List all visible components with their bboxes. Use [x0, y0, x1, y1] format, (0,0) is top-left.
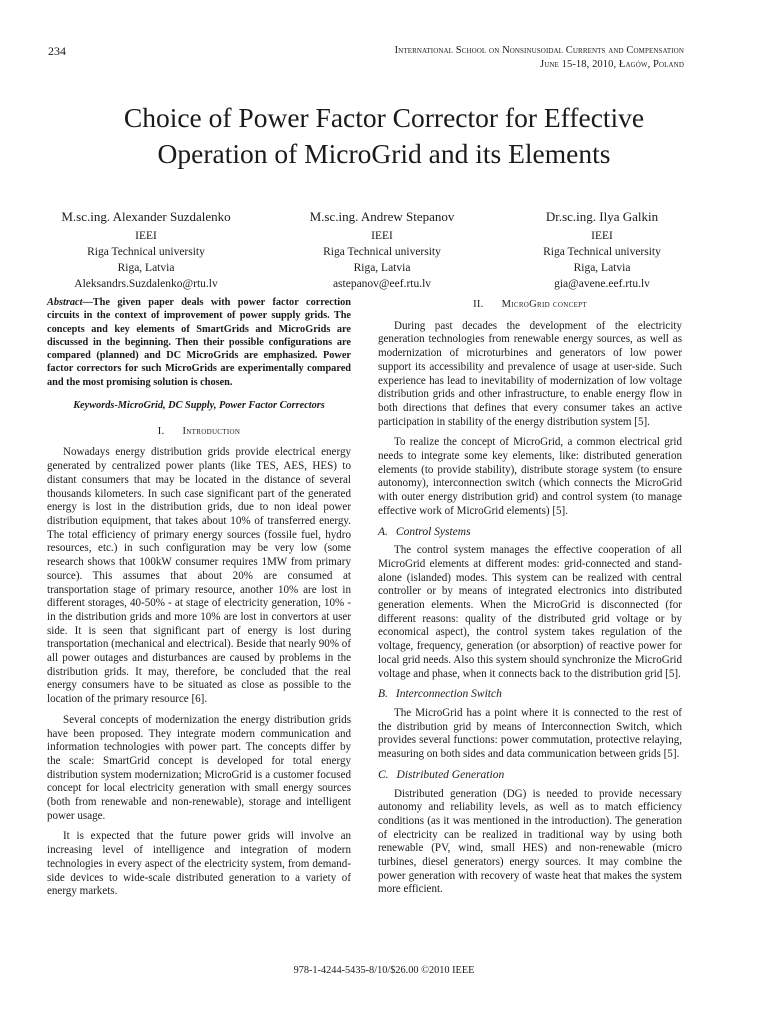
author-university: Riga Technical university — [323, 246, 441, 258]
right-column — [378, 296, 682, 904]
section-number: I. — [157, 425, 165, 437]
subsection-heading — [378, 769, 682, 783]
author-block — [36, 208, 256, 292]
abstract-text: The given paper deals with power factor correction circuits in the context of improvement of power supply grids. The concepts and key elements of SmartGrids and MicroGrids are discussed in the beginning. Then their possible configurations are compared (planned) and DC MicroGrids are emphasized. Power factor correctors for such MicroGrids are experimentally compared and the most promising solution is chosen. — [47, 297, 351, 388]
running-header — [395, 44, 684, 72]
page-number: 234 — [48, 44, 66, 58]
conference-date-location: June 15-18, 2010, Łagów, Poland — [540, 59, 684, 70]
author-university: Riga Technical university — [87, 246, 205, 258]
subsection-letter: B. — [378, 688, 388, 701]
author-name: M.sc.ing. Alexander Suzdalenko — [61, 209, 231, 224]
section-heading — [47, 425, 351, 439]
paragraph: It is expected that the future power grids will involve an increasing level of intelligence and integration of modern technologies in every aspect of the electricity system, from demand-side devices to wide-scale distributed generation to a variety of energy markets. — [47, 830, 351, 898]
section-title: Introduction — [182, 425, 241, 437]
copyright-footer: 978-1-4244-5435-8/10/$26.00 ©2010 IEEE — [293, 965, 475, 976]
section-title: MicroGrid concept — [501, 299, 587, 310]
author-org: IEEI — [371, 230, 393, 242]
paragraph: Distributed generation (DG) is needed to provide necessary autonomy and reliability levels, as well as to match efficiency conditions (as it was mentioned in the introduction). The generation of electricity can be realized in traditional way by using both renewable (PV, wind, small HES) and non-renewable (micro turbines, diesel generators) energy sources. It may combine the power generation with recovery of waste heat that makes the system more efficient. — [378, 787, 682, 896]
paragraph: The control system manages the effective cooperation of all MicroGrid elements at different modes: grid-connected and stand-alone (islanded) modes. This system can be realized with central controller or by means of integrated electronics into distributed generation elements. When the MicroGrid is disconnected (for different reasons: quality of the distributed grid voltage or by economical aspect), the control system takes regulation of the voltage, frequency, generation (or absorption) of reactive power for local grid needs. Also this system should synchronize the MicroGrid voltage and phase, when it connects back to the distribution grid [5]. — [378, 544, 682, 680]
author-email: astepanov@eef.rtu.lv — [332, 278, 432, 290]
paragraph: During past decades the development of the electricity generation technologies from renewable energy sources, as well as modernization of microturbines and generators of low power support its accessibility and prevalence of usage at user-side. Such experience has lead to inevitability of modernization of low voltage distribution grids and other infrastructure, to enable energy flow in both directions that defines that every consumer takes an active participation in stability of the energy distribution system [5]. — [378, 319, 682, 428]
abstract — [47, 296, 351, 389]
paragraph: Nowadays energy distribution grids provide electrical energy generated by centralized power plants (like TES, AES, HES) to distant consumers that may be located in the distance of several thousands kilometers. In such case significant part of the generated energy is lost in the distribution grids, due to non ideal power distribution equipment, that takes about 10% of transferred energy. The total efficiency of primary energy sources (fossile fuel, hydro resources, etc.) in such configuration may be very low (some research shows that 100kW consumer requires 1MW from primary source). This assumes that about 20% are consumed at transportation stage of primary resource, another 10% are lost in different storages, 40-50% - at stage of electricity generation, 10% - in the distribution grids and more 10% are lost in convertors at user side. It is seen that significant part of energy is lost during transportation (mechanical and electrical). Beside that nearly 90% of all power outages and disturbances are caused by problems in the distribution grids. It may, therefore, be concluded that the real energy consumers have to be situated as close as possible to the location of the primary resource [6]. — [47, 446, 351, 706]
left-column — [47, 296, 351, 906]
author-name: Dr.sc.ing. Ilya Galkin — [545, 209, 659, 224]
title-line-1: Choice of Power Factor Corrector for Effective — [123, 102, 645, 133]
abstract-dash: — — [82, 297, 93, 308]
subsection-heading — [378, 526, 682, 540]
subsection-title: Control Systems — [395, 525, 471, 538]
author-university: Riga Technical university — [543, 246, 661, 258]
paragraph: To realize the concept of MicroGrid, a common electrical grid needs to integrate some key elements, like: distributed generation elements (to provide stability), distribute storage system (to ensure autonomy), interconnection switch (which connects the MicroGrid with outer energy distribution grid) and control system (to manage effective work of MicroGrid elements) [5]. — [378, 436, 682, 517]
author-block — [272, 208, 492, 292]
subsection-letter: C. — [378, 768, 389, 781]
author-location: Riga, Latvia — [117, 262, 175, 274]
conference-name: International School on Nonsinusoidal Currents and Compensation — [394, 45, 684, 56]
keywords: Keywords-MicroGrid, DC Supply, Power Factor Correctors — [73, 400, 325, 412]
author-email: Aleksandrs.Suzdalenko@rtu.lv — [74, 278, 218, 290]
subsection-heading — [378, 688, 682, 702]
subsection-title: Interconnection Switch — [395, 688, 502, 701]
title-line-2: Operation of MicroGrid and its Elements — [157, 138, 611, 169]
paragraph: Several concepts of modernization the energy distribution grids have been proposed. They integrate modern communication and information technologies with power part. The concepts differ by the scale: SmartGrid concept is developed for total energy distribution system modernization; MicroGrid is a customer focused concept for local electricity generation with small energy sources (both from renewable and non-renewable), storage and intelligent power usage. — [47, 713, 351, 822]
subsection-title: Distributed Generation — [396, 768, 505, 781]
paper-title — [40, 100, 728, 172]
author-email: gia@avene.eef.rtu.lv — [554, 278, 650, 290]
author-org: IEEI — [591, 230, 613, 242]
author-location: Riga, Latvia — [353, 262, 411, 274]
author-org: IEEI — [135, 230, 157, 242]
subsection-letter: A. — [378, 525, 388, 538]
author-block — [492, 208, 712, 292]
section-number: II. — [473, 299, 484, 310]
abstract-label: Abstract — [47, 297, 83, 308]
section-heading — [378, 298, 682, 312]
author-location: Riga, Latvia — [573, 262, 631, 274]
paragraph: The MicroGrid has a point where it is connected to the rest of the distribution grid by means of Interconnection Switch, which provides several functions: power commutation, protective relaying, measuring on both sides and data communication between grids [5]. — [378, 706, 682, 761]
author-name: M.sc.ing. Andrew Stepanov — [309, 209, 455, 224]
